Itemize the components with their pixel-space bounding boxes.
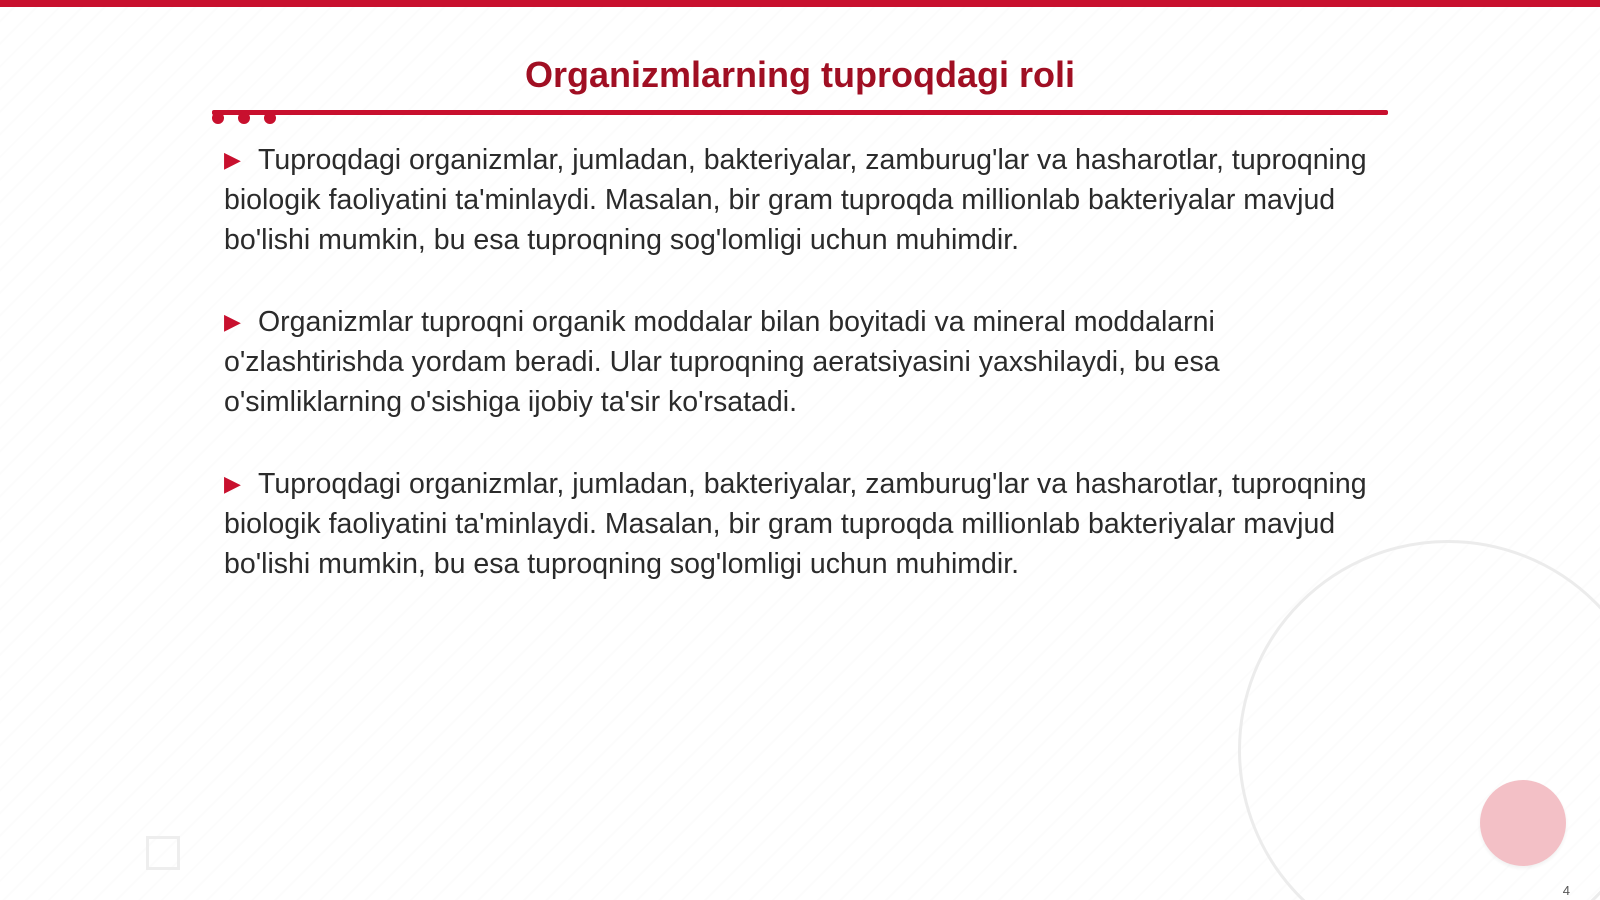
title-dot-2 (238, 112, 250, 124)
bullet-text-3: Tuproqdagi organizmlar, jumladan, bakteriyalar, zamburug'lar va hasharotlar, tuproqning biologik faoliyatini ta'minlaydi. Masalan, bir gram tuproqda millionlab bakteriyalar mavjud bo'lishi mumkin, bu esa tuproqning sog'lomligi uchun muhimdir. (224, 468, 1367, 580)
bullet-list (224, 140, 1394, 626)
title-dot-3 (264, 112, 276, 124)
bullet-arrow-icon: ▶ (224, 309, 241, 334)
title-underline (212, 110, 1388, 115)
bullet-text-1: Tuproqdagi organizmlar, jumladan, bakteriyalar, zamburug'lar va hasharotlar, tuproqning biologik faoliyatini ta'minlaydi. Masalan, bir gram tuproqda millionlab bakteriyalar mavjud bo'lishi mumkin, bu esa tuproqning sog'lomligi uchun muhimdir. (224, 144, 1367, 256)
bullet-text-2: Organizmlar tuproqni organik moddalar bilan boyitadi va mineral moddalarni o'zlashtirishda yordam beradi. Ular tuproqning aeratsiyasini yaxshilaydi, bu esa o'simliklarning o'sishiga ijobiy ta'sir ko'rsatadi. (224, 306, 1220, 418)
bullet-item-1 (224, 140, 1394, 260)
page-number: 4 (1562, 883, 1570, 898)
bullet-arrow-icon: ▶ (224, 471, 241, 496)
decorative-square-outline (146, 836, 180, 870)
bullet-item-3 (224, 464, 1394, 584)
title-dot-1 (212, 112, 224, 124)
bullet-arrow-icon: ▶ (224, 147, 241, 172)
bullet-item-2 (224, 302, 1394, 422)
slide-title: Organizmlarning tuproqdagi roli (524, 54, 1075, 95)
decorative-pink-circle (1480, 780, 1566, 866)
top-accent-bar (0, 0, 1600, 7)
